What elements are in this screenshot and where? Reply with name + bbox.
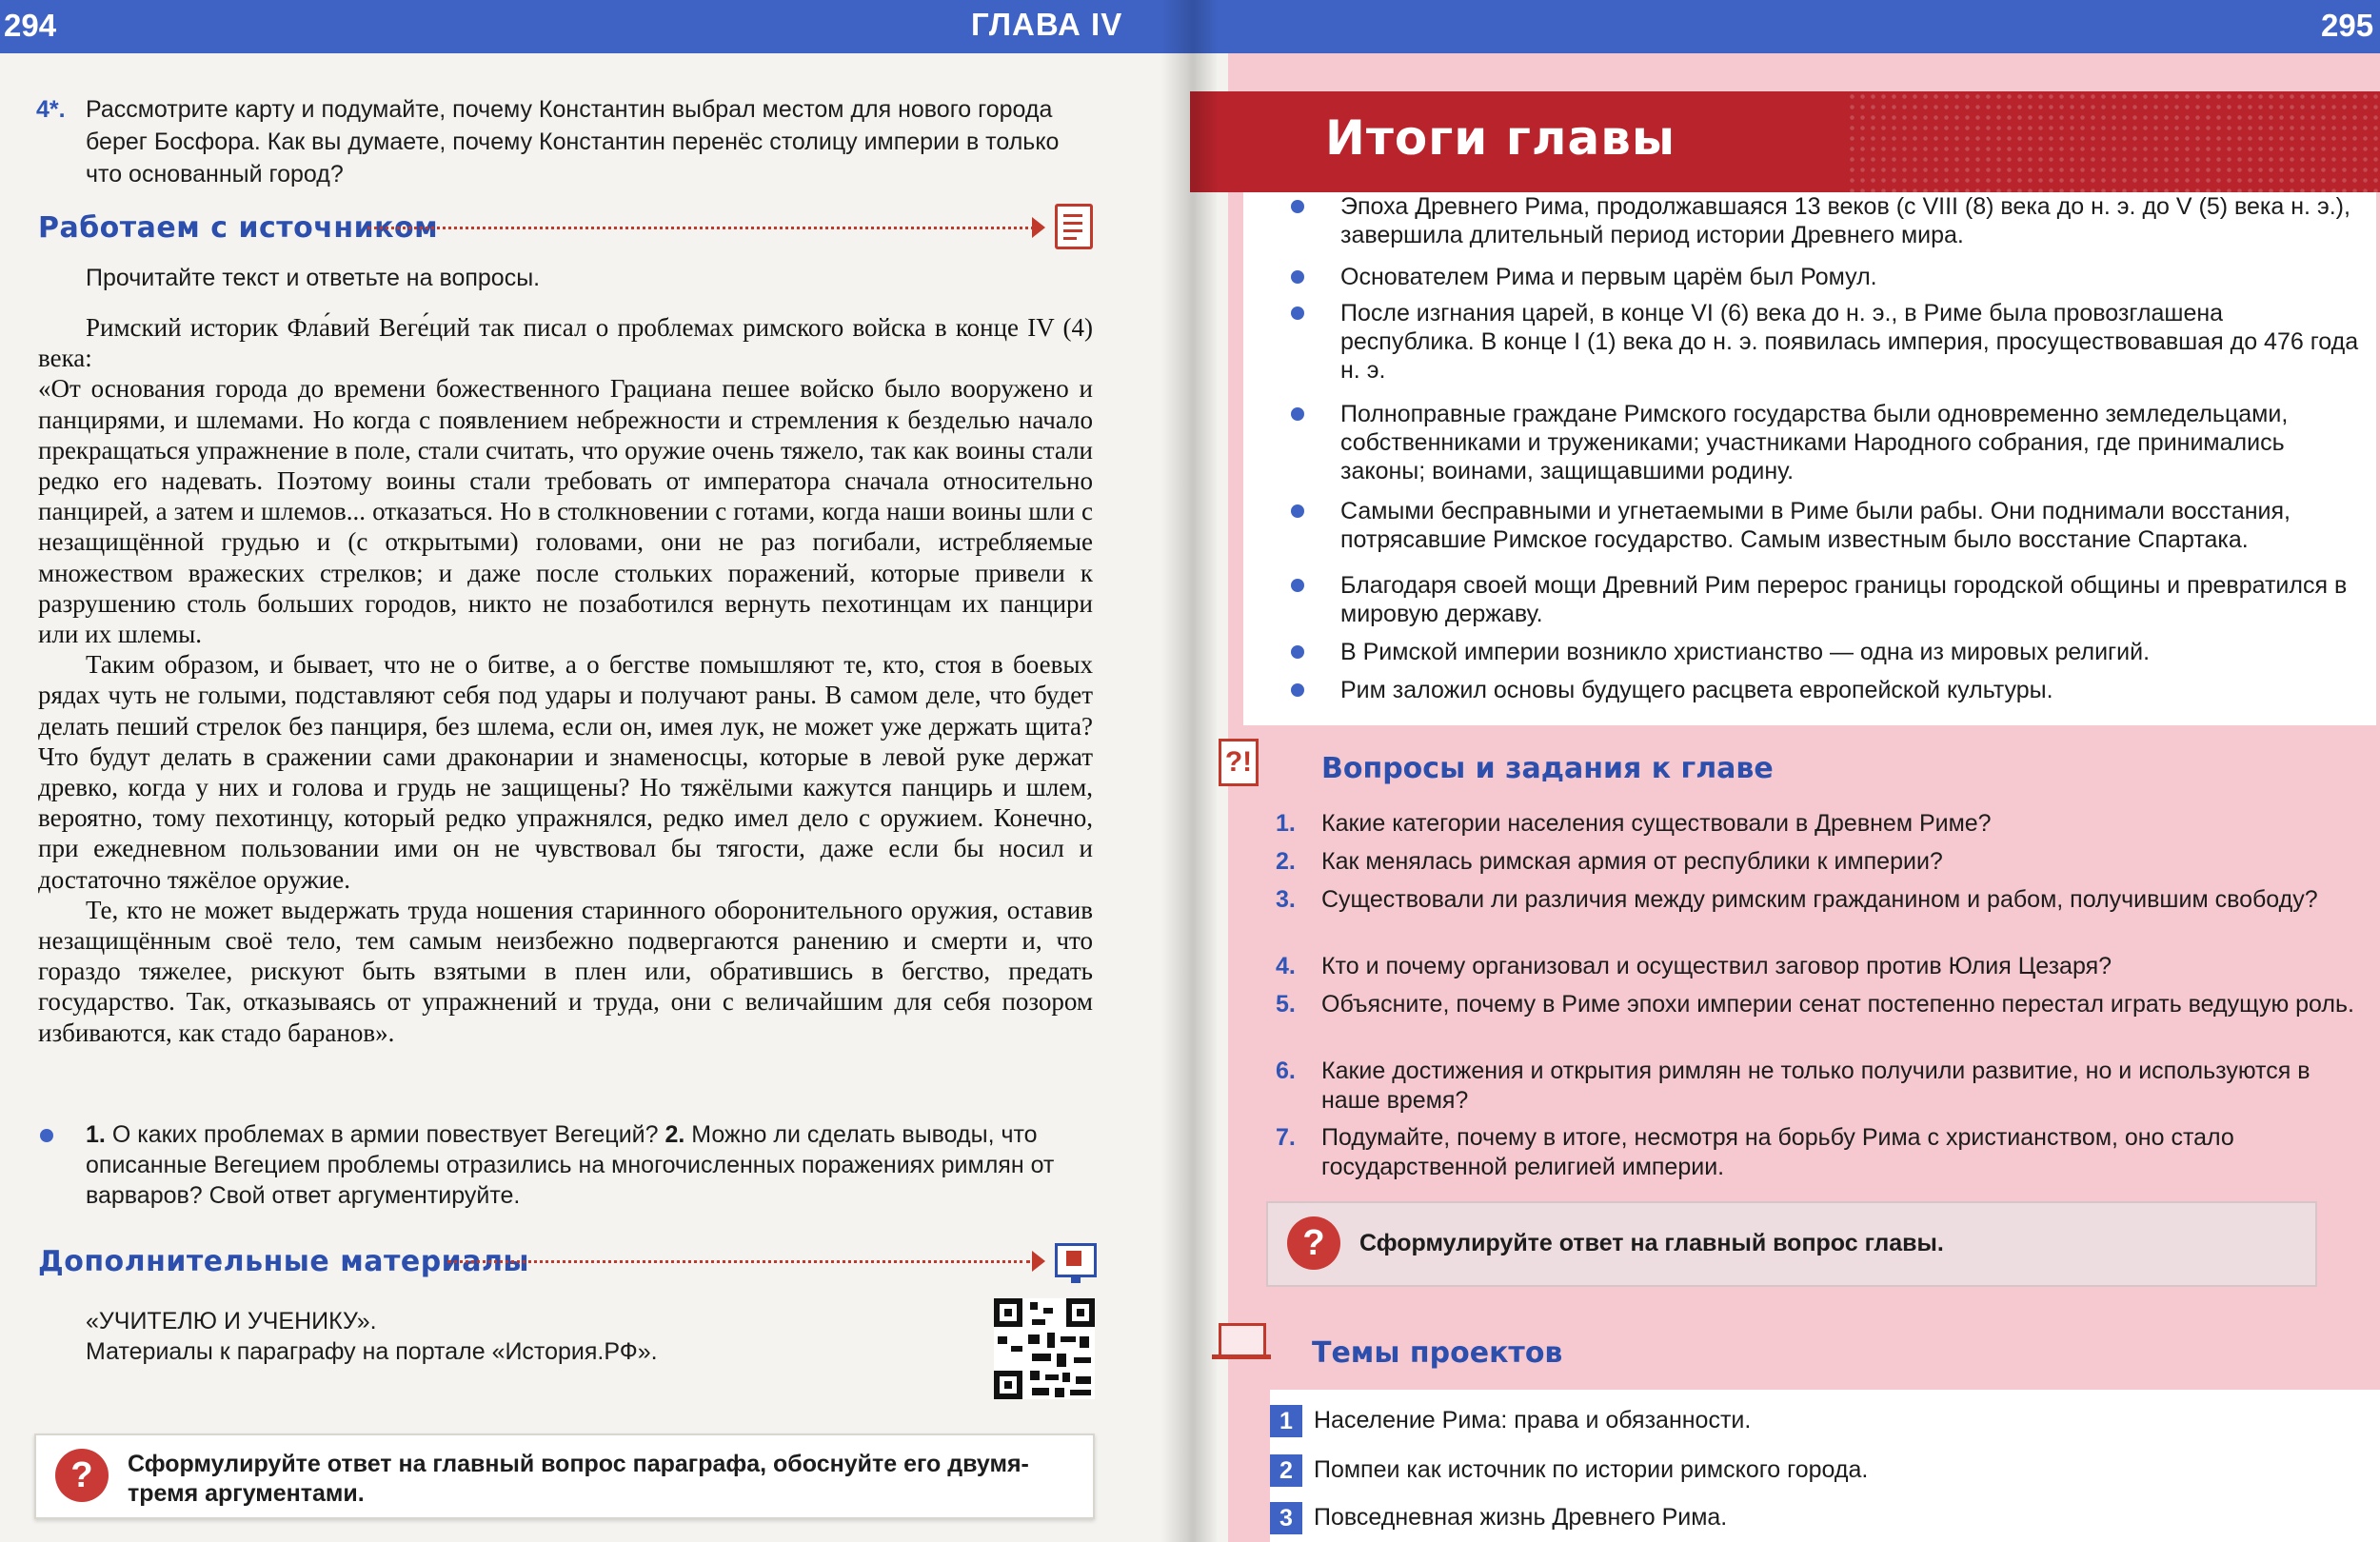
chapter-question: 2. Как менялась римская армия от республики к империи? — [1276, 848, 1943, 875]
source-text — [38, 312, 1093, 1048]
laptop-icon — [1219, 1323, 1266, 1357]
bullet-icon — [1291, 200, 1304, 213]
source-q2-number: 2. — [664, 1121, 685, 1148]
chapter-question: 7. Подумайте, почему в итоге, несмотря на борьбу Рима с христианством, оно стало государственной религией империи. — [1276, 1124, 2234, 1180]
bullet-icon — [1291, 306, 1304, 320]
source-section-heading: Работаем с источником — [38, 211, 439, 245]
bullet-icon — [1291, 504, 1304, 518]
source-questions — [38, 1119, 1095, 1211]
extra-heading-arrow — [1032, 1251, 1045, 1272]
summary-item: Самыми бесправными и угнетаемыми в Риме были рабы. Они поднимали восстания, потрясавшие Римское государство. Самым известным было восстание Спартака. — [1291, 497, 2363, 554]
bullet-icon — [1291, 407, 1304, 421]
computer-icon — [1055, 1243, 1097, 1277]
document-icon — [1055, 204, 1093, 249]
bullet-icon — [1291, 683, 1304, 697]
chapter-question-text: Сформулируйте ответ на главный вопрос главы. — [1359, 1230, 1944, 1256]
page-number-right: 295 — [2321, 8, 2374, 43]
page-number-left: 294 — [4, 8, 57, 43]
extra-heading-dotline — [447, 1260, 1030, 1263]
source-heading-dotline — [367, 227, 1034, 229]
left-header-bar — [0, 0, 1190, 53]
extra-materials-text — [86, 1306, 658, 1367]
chapter-summary-banner — [1190, 91, 2380, 192]
chapter-question: 3. Существовали ли различия между римским гражданином и рабом, получившим свободу? — [1276, 886, 2318, 913]
bullet-icon — [1291, 579, 1304, 592]
qr-code-icon[interactable] — [994, 1298, 1095, 1399]
bullet-icon — [1291, 270, 1304, 284]
right-header-bar — [1190, 0, 2380, 53]
paragraph-question-box — [34, 1433, 1095, 1519]
paragraph-question-text: Сформулируйте ответ на главный вопрос параграфа, обоснуйте его двумя-тремя аргументами. — [128, 1451, 1029, 1507]
chapter-question: 4. Кто и почему организовал и осуществил заговор против Юлия Цезаря? — [1276, 953, 2112, 979]
question-icon: ? — [1287, 1216, 1340, 1270]
extra-line-1: «УЧИТЕЛЮ И УЧЕНИКУ». — [86, 1308, 377, 1334]
summary-list — [1243, 192, 2376, 725]
projects-heading: Темы проектов — [1312, 1336, 1563, 1370]
source-q2-text: Можно ли сделать выводы, что описанные Вегецием проблемы отразились на многочисленных поражениях римлян от варваров? Свой ответ аргументируйте. — [86, 1121, 1055, 1209]
chapter-question: 5. Объясните, почему в Риме эпохи империи сенат постепенно перестал играть ведущую роль. — [1276, 991, 2354, 1018]
summary-item: Рим заложил основы будущего расцвета европейской культуры. — [1291, 676, 2363, 704]
bullet-icon — [40, 1129, 53, 1142]
extra-materials-link[interactable]: Материалы к параграфу на портале «История.РФ». — [86, 1338, 658, 1365]
chapter-question: 1. Какие категории населения существовали в Древнем Риме? — [1276, 810, 1992, 837]
task-4-text: Рассмотрите карту и подумайте, почему Константин выбрал местом для нового города берег Босфора. Как вы думаете, почему Константин перенёс столицу империи в только что основанный город? — [86, 96, 1060, 188]
source-instruction: Прочитайте текст и ответьте на вопросы. — [86, 265, 541, 291]
question-icon: ? — [55, 1449, 109, 1502]
right-page: 295 Итоги главы Эпоха Древнего Рима, продолжавшаяся 13 веков (с VIII (8) века до н. э. до V (5) века н. э.), завершила длительный период истории Древнего мира. Основателем Рима и первым царём был Ромул. После изгнания царей, в конце VI (6) века до н. э., в Риме была провозглашена республика. В конце I (1) века до н. э. появилась империя, просуществовавшая до 476 года н. э. Полноправные граждане Римского государства были одновременно земледельцами, собственниками и тружениками; участниками Народного собрания, где принимались законы; воинами, защищавшими родину. Самыми бесправными и угнетаемыми в Риме были рабы. Они поднимали восстания, потрясавшие Римское государство. Самым известным было восстание Спартака. Благодаря своей мощи Древний Рим перерос границы городской общины и превратился в мировую державу. В Римской империи возникло христианство — одна из мировых религий. Рим заложил основы будущего расцвета европейской культуры. ?! Вопросы и задания к главе 1. Какие категории населения существовали в Древнем Риме? 2. Как менялась римская армия от республики к империи? 3. Существовали ли различия между римским гражданином и рабом, получившим свободу? 4. Кто и почему организовал и осуществил заговор против Юлия Цезаря? 5. Объясните, почему в Риме эпохи империи сенат постепенно перестал играть ведущую роль. 6. Какие достижения и открытия римлян не только получили развитие, но и используются в наше время? 7. Подумайте, почему в итоге, несмотря на борьбу Рима с христианством, оно стало государственной религией империи. ? Сформулируйте ответ на главный вопрос главы. Темы проектов 1 Население Рима: права и обязанности. 2 Помпеи как источник по истории римского города. 3 Повседневная жизнь Древнего Рима. — [1190, 0, 2380, 1542]
task-4 — [36, 93, 1093, 190]
source-paragraph: Таким образом, и бывает, что не о битве, а о бегстве помышляют те, кто, стоя в боевых рядах чуть не голыми, подставляют себя под удары и получают раны. В самом деле, что будет делать пеший стрелок без панциря, без шлема, если он, имея лук, не может уже держать щита? Что будут делать в сражении сами драконарии и знаменосцы, которые в левой руке держат древко, когда у них и голова и грудь не защищены? Но тяжёлыми кажутся панцирь и шлем, вероятно, тому пехотинцу, который редко упражнялся, редко имел дело с оружием. Конечно, при ежедневном пользовании ими он не чувствовал бы тягости, даже если бы носил и достаточно тяжёлое оружие. — [38, 650, 1093, 894]
summary-item: Благодаря своей мощи Древний Рим перерос границы городской общины и превратился в мировую державу. — [1291, 571, 2363, 628]
questions-icon: ?! — [1219, 739, 1259, 786]
summary-item: Основателем Рима и первым царём был Ромул. — [1291, 263, 2363, 291]
chapter-question-box — [1266, 1201, 2317, 1287]
source-paragraph: Те, кто не может выдержать труда ношения старинного оборонительного оружия, оставив незащищённым своё тело, тем самым неизбежно подвергаются ранению и смерти и, что гораздо тяжелее, рискуют быть взятыми в плен или, обратившись в бегство, предать государство. Так, отказываясь от упражнений и труда, они с величайшим для себя позором избиваются, как стадо баранов». — [38, 895, 1093, 1047]
summary-item: В Римской империи возникло христианство — одна из мировых религий. — [1291, 638, 2363, 666]
source-q1-text: О каких проблемах в армии повествует Вегеций? — [111, 1121, 659, 1148]
summary-item: После изгнания царей, в конце VI (6) века до н. э., в Риме была провозглашена республика. В конце I (1) века до н. э. появилась империя, просуществовавшая до 476 года н. э. — [1291, 299, 2363, 385]
chapter-questions-heading: Вопросы и задания к главе — [1321, 752, 1774, 785]
bullet-icon — [1291, 645, 1304, 659]
chapter-summary-title: Итоги главы — [1325, 110, 1676, 166]
extra-materials-heading: Дополнительные материалы — [38, 1245, 530, 1278]
chapter-question: 6. Какие достижения и открытия римлян не только получили развитие, но и используются в наше время? — [1276, 1058, 2311, 1114]
summary-item: Эпоха Древнего Рима, продолжавшаяся 13 веков (с VIII (8) века до н. э. до V (5) века н. э.), завершила длительный период истории Древнего мира. — [1291, 192, 2363, 249]
source-q1-number: 1. — [86, 1121, 106, 1148]
source-paragraph: Римский историк Фла́вий Веге́ций так писал о проблемах римского войска в конце IV (4) века: — [38, 313, 1093, 373]
summary-item: Полноправные граждане Римского государства были одновременно земледельцами, собственниками и тружениками; участниками Народного собрания, где принимались законы; воинами, защищавшими родину. — [1291, 400, 2363, 485]
task-4-number: 4*. — [36, 96, 66, 123]
source-heading-arrow — [1032, 217, 1045, 238]
source-paragraph: «От основания города до времени божественного Грациана пешее войско было вооружено и панцирями, и шлемами. Но когда с появлением небрежности и стремления к безделью начало прекращаться упражнение в поле, стали считать, что оружие очень тяжело, так как воины стали редко его надевать. Поэтому воины стали требовать от императора сначала относительно панцирей, а затем и шлемов... отказаться. Но в столкновении с готами, когда наши воины шли с незащищённой грудью и (с открытыми) головами, они не раз погибали, истребляемые множеством вражеских стрелков; и даже после стольких поражений, которые привели к разрушению столь больших городов, никто не позаботился вернуть пехотинцам их панцири или их шлемы. — [38, 374, 1093, 649]
chapter-title: ГЛАВА IV — [971, 7, 1123, 42]
